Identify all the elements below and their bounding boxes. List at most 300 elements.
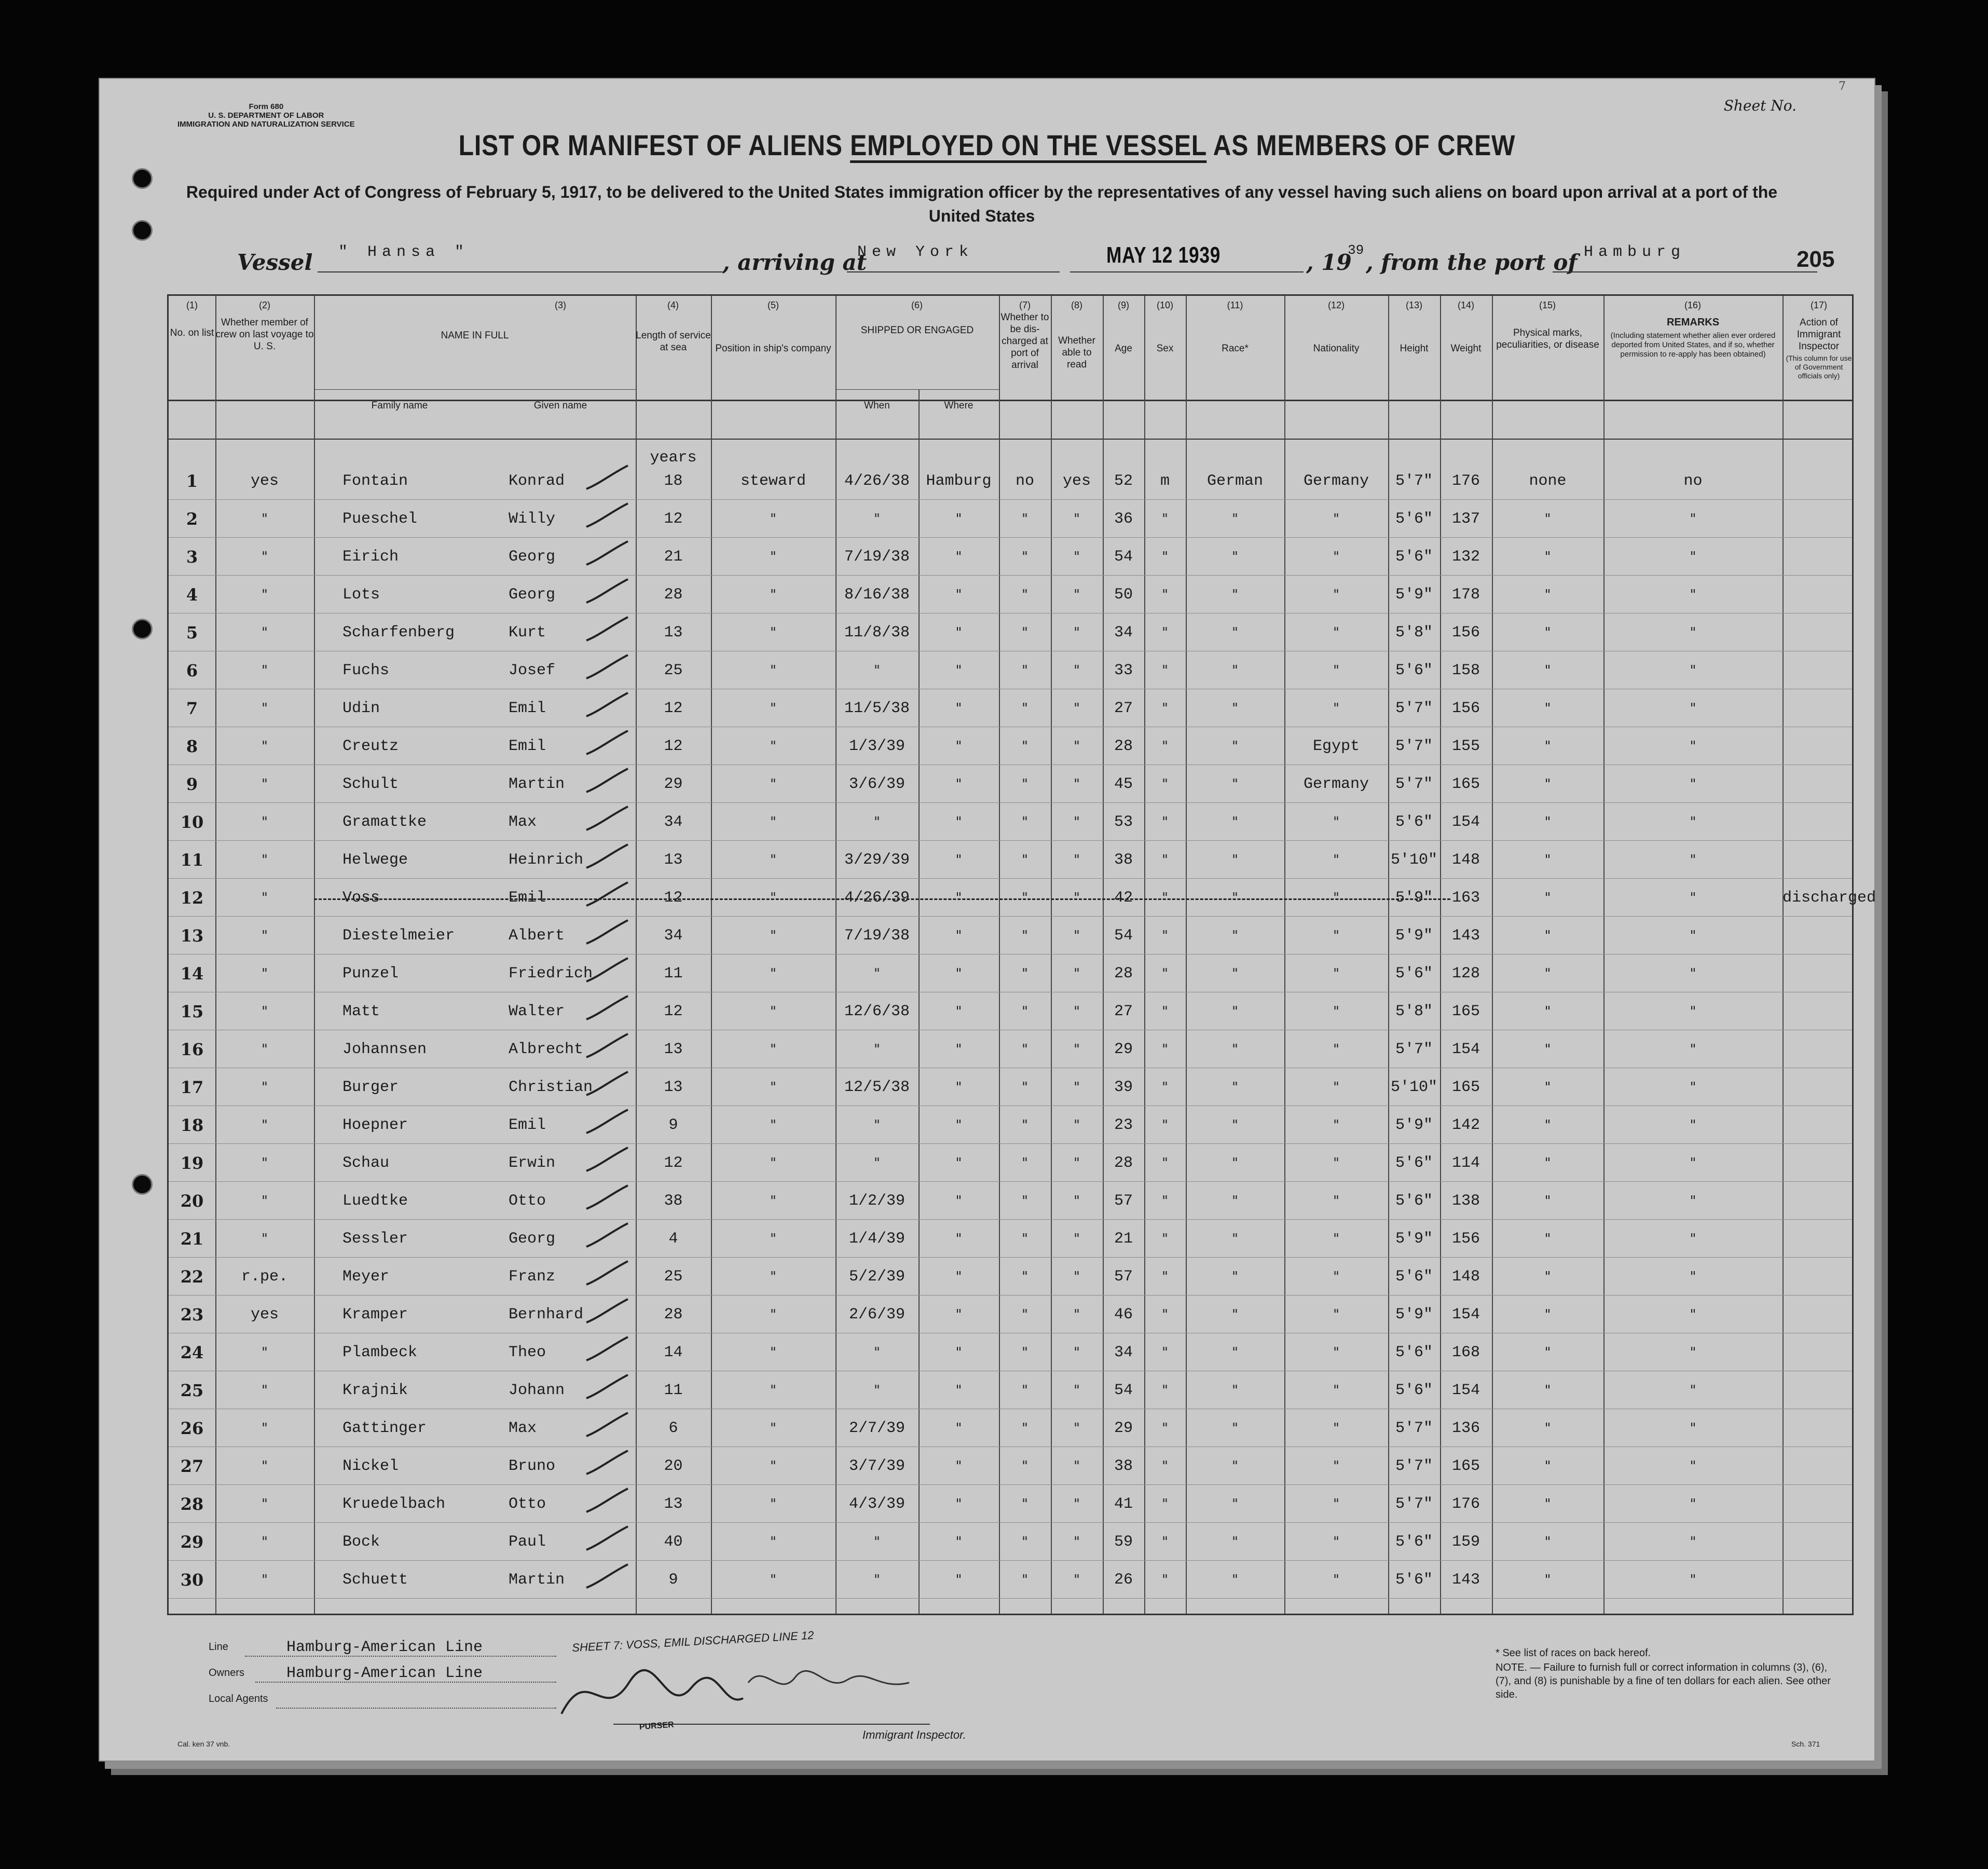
cell-race: " bbox=[1232, 1496, 1238, 1512]
cell-weight: 143 bbox=[1451, 927, 1480, 945]
cell-position: " bbox=[770, 1383, 776, 1398]
line-value: Hamburg-American Line bbox=[286, 1639, 483, 1656]
cell-service: 13 bbox=[664, 1495, 683, 1513]
cell-where: " bbox=[955, 1421, 962, 1436]
cell-nationality: Germany bbox=[1303, 472, 1369, 490]
cell-given: Josef bbox=[509, 662, 556, 679]
cell-nationality: " bbox=[1333, 1042, 1339, 1057]
column-number: (3) bbox=[555, 300, 566, 310]
cell-when: " bbox=[874, 1042, 880, 1057]
cell-given: Willy bbox=[509, 510, 556, 528]
cell-member: yes bbox=[250, 1306, 279, 1324]
cell-family: Gattinger bbox=[342, 1420, 427, 1437]
cell-member: " bbox=[262, 1042, 268, 1057]
cell-given: Walter bbox=[509, 1003, 565, 1020]
cell-service: 12 bbox=[664, 1003, 683, 1020]
cell-service: 13 bbox=[664, 1041, 683, 1058]
cell-position: " bbox=[770, 1117, 776, 1133]
inspector-signature bbox=[748, 1671, 909, 1684]
row-rule bbox=[169, 878, 1852, 879]
cell-family: Bock bbox=[342, 1533, 380, 1551]
cell-member: " bbox=[262, 966, 268, 981]
cell-age: 54 bbox=[1114, 927, 1133, 945]
cell-remarks: " bbox=[1690, 928, 1696, 944]
cell-weight: 165 bbox=[1451, 1003, 1480, 1020]
column-rule bbox=[1051, 296, 1052, 1614]
inspector-check-mark bbox=[584, 1372, 630, 1403]
cell-age: 28 bbox=[1114, 965, 1133, 983]
cell-race: " bbox=[1232, 1345, 1238, 1360]
cell-weight: 156 bbox=[1451, 624, 1480, 642]
cell-age: 41 bbox=[1114, 1495, 1133, 1513]
cell-age: 54 bbox=[1114, 548, 1133, 566]
header-weight: Weight bbox=[1450, 343, 1482, 354]
cell-when: " bbox=[874, 1572, 880, 1588]
cell-race: " bbox=[1232, 966, 1238, 981]
cell-weight: 154 bbox=[1451, 1041, 1480, 1058]
cell-where: " bbox=[955, 1155, 962, 1171]
cell-remarks: " bbox=[1690, 1383, 1696, 1398]
cell-remarks: no bbox=[1683, 472, 1703, 490]
cell-nationality: " bbox=[1333, 1345, 1339, 1360]
cell-height: 5'8" bbox=[1395, 624, 1433, 642]
years-unit-label: years bbox=[650, 449, 697, 467]
cell-position: " bbox=[770, 663, 776, 678]
inspector-check-mark bbox=[584, 1448, 630, 1479]
cell-sex: " bbox=[1162, 1269, 1168, 1285]
cell-where: " bbox=[955, 966, 962, 981]
cell-weight: 159 bbox=[1451, 1533, 1480, 1551]
cell-given: Emil bbox=[509, 700, 546, 717]
cell-remarks: " bbox=[1690, 701, 1696, 716]
column-rule bbox=[636, 296, 637, 1614]
cell-marks: " bbox=[1544, 587, 1551, 603]
cell-when: 3/7/39 bbox=[848, 1457, 906, 1475]
cell-no: 29 bbox=[180, 1532, 204, 1552]
cell-height: 5'9" bbox=[1395, 1306, 1433, 1324]
cell-age: 38 bbox=[1114, 1457, 1133, 1475]
cell-service: 9 bbox=[668, 1116, 678, 1134]
cell-discharged: " bbox=[1022, 1307, 1028, 1322]
cell-sex: " bbox=[1162, 1345, 1168, 1360]
cell-remarks: " bbox=[1690, 1307, 1696, 1322]
inspector-check-mark bbox=[584, 539, 630, 570]
vessel-name: " Hansa " bbox=[338, 243, 470, 261]
cell-read: " bbox=[1074, 701, 1080, 716]
cell-race: " bbox=[1232, 814, 1238, 830]
cell-no: 19 bbox=[180, 1153, 204, 1173]
cell-no: 23 bbox=[180, 1305, 204, 1325]
cell-given: Konrad bbox=[509, 472, 565, 490]
cell-age: 39 bbox=[1114, 1079, 1133, 1096]
inspector-check-mark bbox=[584, 1297, 630, 1328]
cell-position: " bbox=[770, 1080, 776, 1095]
cell-weight: 168 bbox=[1451, 1344, 1480, 1361]
cell-marks: " bbox=[1544, 625, 1551, 640]
cell-no: 9 bbox=[186, 774, 198, 794]
cell-no: 25 bbox=[180, 1381, 204, 1400]
cell-no: 2 bbox=[186, 509, 198, 529]
port-rule bbox=[847, 271, 1060, 272]
cell-member: " bbox=[262, 1572, 268, 1588]
cell-weight: 165 bbox=[1451, 775, 1480, 793]
cell-given: Georg bbox=[509, 586, 556, 604]
cell-discharged: " bbox=[1022, 511, 1028, 527]
cell-no: 11 bbox=[180, 850, 204, 870]
cell-height: 5'9" bbox=[1395, 889, 1433, 907]
cell-where: " bbox=[955, 1458, 962, 1474]
cell-member: " bbox=[262, 701, 268, 716]
cell-race: " bbox=[1232, 1534, 1238, 1550]
cell-discharged: " bbox=[1022, 1004, 1028, 1019]
cell-remarks: " bbox=[1690, 1496, 1696, 1512]
cell-nationality: " bbox=[1333, 1458, 1339, 1474]
cell-member: " bbox=[262, 1155, 268, 1171]
cell-marks: " bbox=[1544, 814, 1551, 830]
cell-age: 34 bbox=[1114, 624, 1133, 642]
cell-height: 5'6" bbox=[1395, 1382, 1433, 1399]
cell-remarks: " bbox=[1690, 549, 1696, 565]
cell-position: " bbox=[770, 1496, 776, 1512]
inspector-check-mark bbox=[584, 690, 630, 721]
cell-when: " bbox=[874, 1383, 880, 1398]
cell-given: Otto bbox=[509, 1495, 546, 1513]
cell-family: Kruedelbach bbox=[342, 1495, 446, 1513]
cell-family: Schau bbox=[342, 1154, 390, 1172]
cell-remarks: " bbox=[1690, 1117, 1696, 1133]
arrival-date-stamp: MAY 12 1939 bbox=[1106, 242, 1221, 268]
cell-nationality: " bbox=[1333, 1307, 1339, 1322]
cell-family: Schuett bbox=[342, 1571, 408, 1589]
cell-sex: " bbox=[1162, 1496, 1168, 1512]
cell-no: 24 bbox=[180, 1343, 204, 1362]
cell-discharged: " bbox=[1022, 1080, 1028, 1095]
cell-family: Gramattke bbox=[342, 813, 427, 831]
cell-marks: " bbox=[1544, 1458, 1551, 1474]
cell-read: " bbox=[1074, 663, 1080, 678]
cell-read: " bbox=[1074, 1534, 1080, 1550]
cell-discharged: " bbox=[1022, 1231, 1028, 1247]
cell-read: " bbox=[1074, 1004, 1080, 1019]
cell-weight: 176 bbox=[1451, 1495, 1480, 1513]
cell-given: Heinrich bbox=[509, 851, 584, 869]
cell-no: 3 bbox=[186, 547, 198, 567]
row-rule bbox=[169, 916, 1852, 917]
row-rule bbox=[169, 840, 1852, 841]
strike-through-line bbox=[314, 898, 1450, 900]
row-rule bbox=[169, 1143, 1852, 1144]
page-corner-number: 7 bbox=[1839, 80, 1846, 93]
cell-service: 29 bbox=[664, 775, 683, 793]
cell-discharged: " bbox=[1022, 1193, 1028, 1209]
cell-height: 5'6" bbox=[1395, 1154, 1433, 1172]
cell-nationality: " bbox=[1333, 1421, 1339, 1436]
cell-sex: " bbox=[1162, 776, 1168, 792]
cell-position: " bbox=[770, 1421, 776, 1436]
cell-when: 2/7/39 bbox=[848, 1420, 906, 1437]
inspector-check-mark bbox=[584, 1031, 630, 1062]
cell-service: 12 bbox=[664, 738, 683, 755]
cell-member: " bbox=[262, 852, 268, 868]
cell-height: 5'6" bbox=[1395, 813, 1433, 831]
cell-nationality: " bbox=[1333, 814, 1339, 830]
cell-member: " bbox=[262, 1421, 268, 1436]
cell-weight: 156 bbox=[1451, 1230, 1480, 1248]
cell-race: " bbox=[1232, 1269, 1238, 1285]
cell-marks: " bbox=[1544, 511, 1551, 527]
cell-discharged: " bbox=[1022, 1269, 1028, 1285]
cell-weight: 148 bbox=[1451, 1268, 1480, 1286]
cell-no: 27 bbox=[180, 1456, 204, 1476]
cell-where: " bbox=[955, 890, 962, 906]
cell-height: 5'9" bbox=[1395, 927, 1433, 945]
purser-signature bbox=[561, 1670, 743, 1714]
cell-discharged: " bbox=[1022, 625, 1028, 640]
cell-family: Pueschel bbox=[342, 510, 418, 528]
cell-race: " bbox=[1232, 1080, 1238, 1095]
cell-given: Albrecht bbox=[509, 1041, 584, 1058]
cell-service: 21 bbox=[664, 548, 683, 566]
column-rule bbox=[1186, 296, 1187, 1614]
cell-given: Georg bbox=[509, 548, 556, 566]
cell-sex: " bbox=[1162, 1117, 1168, 1133]
cell-position: " bbox=[770, 966, 776, 981]
cell-age: 36 bbox=[1114, 510, 1133, 528]
cell-read: " bbox=[1074, 1117, 1080, 1133]
cell-given: Bernhard bbox=[509, 1306, 584, 1324]
cell-no: 21 bbox=[180, 1229, 204, 1249]
cell-when: 1/2/39 bbox=[848, 1192, 906, 1210]
cell-weight: 114 bbox=[1451, 1154, 1480, 1172]
row-rule bbox=[169, 1219, 1852, 1220]
cell-no: 15 bbox=[180, 1002, 204, 1021]
cell-member: " bbox=[262, 1004, 268, 1019]
cell-given: Erwin bbox=[509, 1154, 556, 1172]
cell-weight: 176 bbox=[1451, 472, 1480, 490]
cell-where: " bbox=[955, 1496, 962, 1512]
cell-where: " bbox=[955, 1307, 962, 1322]
cell-discharged: " bbox=[1022, 1117, 1028, 1133]
cell-given: Friedrich bbox=[509, 965, 593, 983]
cell-when: 11/8/38 bbox=[844, 624, 910, 642]
header-length-service: Length of service at sea bbox=[636, 330, 711, 353]
cell-height: 5'9" bbox=[1395, 586, 1433, 604]
cell-member: " bbox=[262, 776, 268, 792]
cell-weight: 142 bbox=[1451, 1116, 1480, 1134]
cell-position: " bbox=[770, 625, 776, 640]
cell-no: 30 bbox=[180, 1570, 204, 1590]
cell-when: 4/3/39 bbox=[848, 1495, 906, 1513]
cell-nationality: " bbox=[1333, 1534, 1339, 1550]
column-rule bbox=[835, 296, 837, 1614]
cell-service: 6 bbox=[668, 1420, 678, 1437]
cell-nationality: " bbox=[1333, 663, 1339, 678]
cell-remarks: " bbox=[1690, 663, 1696, 678]
header-given-name: Given name bbox=[533, 400, 587, 411]
cell-height: 5'7" bbox=[1395, 1495, 1433, 1513]
cell-read: " bbox=[1074, 1155, 1080, 1171]
header-name-in-full: NAME IN FULL bbox=[441, 330, 509, 341]
cell-discharged: " bbox=[1022, 928, 1028, 944]
cell-marks: " bbox=[1544, 1193, 1551, 1209]
cell-marks: " bbox=[1544, 1231, 1551, 1247]
cell-read: " bbox=[1074, 1231, 1080, 1247]
cell-discharged: " bbox=[1022, 1042, 1028, 1057]
cell-service: 12 bbox=[664, 1154, 683, 1172]
row-rule bbox=[169, 1181, 1852, 1182]
inspector-check-mark bbox=[584, 1069, 630, 1100]
cell-read: " bbox=[1074, 625, 1080, 640]
cell-age: 57 bbox=[1114, 1268, 1133, 1286]
column-number: (2) bbox=[259, 300, 270, 310]
cell-nationality: " bbox=[1333, 1080, 1339, 1095]
cell-where: " bbox=[955, 1080, 962, 1095]
header-family-name: Family name bbox=[371, 400, 428, 411]
cell-nationality: " bbox=[1333, 549, 1339, 565]
cell-read: " bbox=[1074, 1458, 1080, 1474]
cell-marks: " bbox=[1544, 966, 1551, 981]
cell-member: " bbox=[262, 1193, 268, 1209]
cell-member: yes bbox=[250, 472, 279, 490]
cell-age: 33 bbox=[1114, 662, 1133, 679]
punch-hole bbox=[132, 619, 153, 639]
cell-age: 42 bbox=[1114, 889, 1133, 907]
origin-rule bbox=[1553, 271, 1817, 272]
header-remarks-note: (Including statement whether alien ever ordered deported from United States, and if so, whether permission to re-apply has been obtained) bbox=[1610, 331, 1776, 359]
cell-member: " bbox=[262, 814, 268, 830]
cell-no: 12 bbox=[180, 888, 204, 908]
cell-nationality: " bbox=[1333, 852, 1339, 868]
arrival-port: New York bbox=[857, 243, 974, 261]
cell-when: " bbox=[874, 966, 880, 981]
cell-family: Fontain bbox=[342, 472, 408, 490]
cell-weight: 158 bbox=[1451, 662, 1480, 679]
cell-position: " bbox=[770, 1269, 776, 1285]
cell-family: Kramper bbox=[342, 1306, 408, 1324]
row-rule bbox=[169, 1560, 1852, 1561]
row-rule bbox=[169, 575, 1852, 576]
races-note: * See list of races on back hereof. bbox=[1496, 1647, 1651, 1659]
cell-nationality: " bbox=[1333, 511, 1339, 527]
inspector-check-mark bbox=[584, 615, 630, 646]
cell-discharged: no bbox=[1015, 472, 1034, 490]
cell-sex: " bbox=[1162, 1458, 1168, 1474]
local-agents-label: Local Agents bbox=[209, 1693, 268, 1704]
cell-nationality: Egypt bbox=[1312, 738, 1360, 755]
cell-where: " bbox=[955, 928, 962, 944]
cell-member: " bbox=[262, 1458, 268, 1474]
cell-sex: " bbox=[1162, 1193, 1168, 1209]
department-name: U. S. DEPARTMENT OF LABOR bbox=[208, 111, 324, 120]
column-rule bbox=[1284, 296, 1285, 1614]
cell-weight: 128 bbox=[1451, 965, 1480, 983]
inspector-check-mark bbox=[584, 1334, 630, 1366]
header-position: Position in ship's company bbox=[715, 343, 831, 354]
cell-given: Max bbox=[509, 813, 537, 831]
cell-discharged: " bbox=[1022, 1572, 1028, 1588]
inspector-check-mark bbox=[584, 652, 630, 684]
cell-height: 5'6" bbox=[1395, 1192, 1433, 1210]
cell-marks: none bbox=[1529, 472, 1567, 490]
cell-race: " bbox=[1232, 890, 1238, 906]
cell-given: Emil bbox=[509, 889, 546, 907]
cell-service: 40 bbox=[664, 1533, 683, 1551]
line-label: Line bbox=[209, 1641, 228, 1653]
cell-sex: " bbox=[1162, 852, 1168, 868]
column-rule bbox=[314, 296, 315, 1614]
cell-marks: " bbox=[1544, 663, 1551, 678]
cell-discharged: " bbox=[1022, 587, 1028, 603]
cell-remarks: " bbox=[1690, 966, 1696, 981]
inspector-check-mark bbox=[584, 1145, 630, 1176]
cell-sex: " bbox=[1162, 1534, 1168, 1550]
cell-member: " bbox=[262, 663, 268, 678]
cell-service: 11 bbox=[664, 965, 683, 983]
cell-weight: 136 bbox=[1451, 1420, 1480, 1437]
cell-age: 34 bbox=[1114, 1344, 1133, 1361]
cell-remarks: " bbox=[1690, 1534, 1696, 1550]
cell-race: " bbox=[1232, 1193, 1238, 1209]
inspector-check-mark bbox=[584, 1107, 630, 1138]
form-number: Form 680 bbox=[249, 102, 284, 111]
sheet-number-label: Sheet No. bbox=[1723, 97, 1797, 114]
cell-service: 14 bbox=[664, 1344, 683, 1361]
column-number: (7) bbox=[1019, 300, 1031, 310]
cell-when: " bbox=[874, 1117, 880, 1133]
cell-race: " bbox=[1232, 549, 1238, 565]
cell-member: " bbox=[262, 549, 268, 565]
cell-race: " bbox=[1232, 1117, 1238, 1133]
cell-age: 27 bbox=[1114, 700, 1133, 717]
cell-family: Creutz bbox=[342, 738, 399, 755]
cell-given: Albert bbox=[509, 927, 565, 945]
cell-age: 45 bbox=[1114, 775, 1133, 793]
cell-weight: 156 bbox=[1451, 700, 1480, 717]
cell-remarks: " bbox=[1690, 1345, 1696, 1360]
cell-remarks: " bbox=[1690, 1004, 1696, 1019]
row-rule bbox=[169, 499, 1852, 500]
cell-age: 29 bbox=[1114, 1420, 1133, 1437]
cell-family: Meyer bbox=[342, 1268, 390, 1286]
cell-where: Hamburg bbox=[926, 472, 992, 490]
cell-position: steward bbox=[740, 472, 806, 490]
cell-service: 25 bbox=[664, 1268, 683, 1286]
cell-marks: " bbox=[1544, 1042, 1551, 1057]
cell-read: " bbox=[1074, 1421, 1080, 1436]
sheet-number: 205 bbox=[1797, 247, 1835, 272]
cell-family: Udin bbox=[342, 700, 380, 717]
cell-sex: " bbox=[1162, 1421, 1168, 1436]
cell-where: " bbox=[955, 701, 962, 716]
cell-no: 4 bbox=[186, 585, 198, 605]
cell-position: " bbox=[770, 776, 776, 792]
service-name: IMMIGRATION AND NATURALIZATION SERVICE bbox=[177, 120, 355, 129]
cell-discharged: " bbox=[1022, 1534, 1028, 1550]
cell-marks: " bbox=[1544, 1080, 1551, 1095]
cell-race: " bbox=[1232, 625, 1238, 640]
cell-family: Scharfenberg bbox=[342, 624, 455, 642]
cell-marks: " bbox=[1544, 1269, 1551, 1285]
cell-height: 5'6" bbox=[1395, 1533, 1433, 1551]
cell-height: 5'7" bbox=[1395, 738, 1433, 755]
inspector-check-mark bbox=[584, 728, 630, 759]
cell-race: " bbox=[1232, 1421, 1238, 1436]
cell-member: " bbox=[262, 1534, 268, 1550]
cell-where: " bbox=[955, 1572, 962, 1588]
cell-member: " bbox=[262, 739, 268, 754]
cell-discharged: " bbox=[1022, 814, 1028, 830]
inspector-check-mark bbox=[584, 1221, 630, 1252]
